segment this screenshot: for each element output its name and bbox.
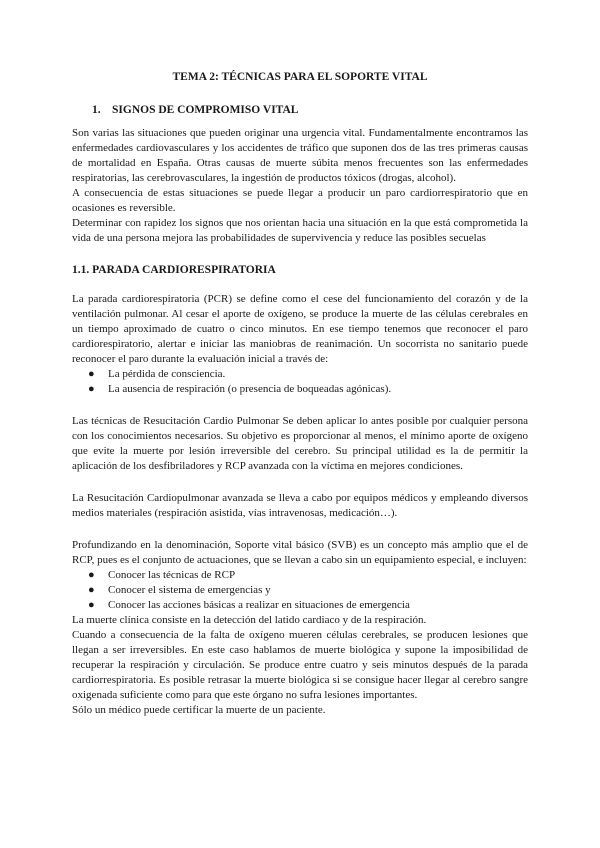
- rcp-techniques-paragraph: Las técnicas de Resucitación Cardio Pulmonar Se deben aplicar lo antes posible por cualquier persona con los conocimientos necesarios. Su objetivo es proporcionar al menos, el mínimo aporte de oxígeno que evite la muerte por lesión irreversible del cerebro. Su principal utilidad es la de permitir la aplicación de los desfibriladores y RCP avanzada con la víctima en mejores condiciones.: [72, 415, 528, 472]
- section-1-heading: [72, 103, 528, 118]
- document-title: TEMA 2: TÉCNICAS PARA EL SOPORTE VITAL: [172, 71, 428, 83]
- list-item: ● La pérdida de consciencia.: [88, 368, 226, 380]
- bullet-icon: ●: [88, 383, 95, 395]
- bullet-icon: ●: [88, 584, 95, 596]
- clinical-death-paragraph: La muerte clínica consiste en la detección del latido cardiaco y de la respiración.: [72, 614, 427, 626]
- section-1-paragraph: Determinar con rapidez los signos que nos orientan hacia una situación en la que está comprometida la vida de una persona mejora las probabilidades de supervivencia y reduce las posibles secuelas: [72, 217, 528, 244]
- document-body: [72, 70, 528, 718]
- section-1-paragraph: Son varias las situaciones que pueden originar una urgencia vital. Fundamentalmente encontramos las enfermedades cardiovasculares y los accidentes de tráfico que suponen dos de las tres primeras causas de mortalidad en España. Otras causas de muerte súbita menos frecuentes son las enfermedades respiratorias, las cerebrovasculares, la ingestión de productos tóxicos (drogas, alcohol).: [72, 127, 528, 184]
- list-item: ● Conocer el sistema de emergencias y: [88, 584, 271, 596]
- section-1-number: 1.: [92, 104, 101, 116]
- list-item: ● Conocer las acciones básicas a realizar en situaciones de emergencia: [88, 599, 410, 611]
- section-1-paragraph: A consecuencia de estas situaciones se puede llegar a producir un paro cardiorrespiratorio que en ocasiones es reversible.: [72, 187, 528, 214]
- bullet-icon: ●: [88, 569, 95, 581]
- rcp-advanced-paragraph: La Resucitación Cardiopulmonar avanzada se lleva a cabo por equipos médicos y empleando diversos medios materiales (respiración asistida, vías intravenosas, medicación…).: [72, 492, 528, 519]
- list-item: ● Conocer las técnicas de RCP: [88, 569, 236, 581]
- biological-death-paragraph: Cuando a consecuencia de la falta de oxígeno mueren células cerebrales, se producen lesiones que llegan a ser irreversibles. En este caso hablamos de muerte biológica y supone la imposibilidad de recuperar la respiración y circulación. Se produce entre cuatro y seis minutos después de la parada cardiorrespiratoria. Es posible retrasar la muerte biológica si se consigue hacer llegar al cerebro sangre oxigenada suficiente como para que este órgano no sufra lesiones importantes.: [72, 629, 528, 701]
- list-item: ● La ausencia de respiración (o presencia de boqueadas agónicas).: [88, 383, 392, 395]
- svb-paragraph: Profundizando en la denominación, Soporte vital básico (SVB) es un concepto más amplio que el de RCP, pues es el conjunto de actuaciones, que se llevan a cabo sin un equipamiento especial, e incluyen:: [72, 539, 528, 566]
- section-1-title: SIGNOS DE COMPROMISO VITAL: [112, 104, 299, 116]
- certification-paragraph: Sólo un médico puede certificar la muerte de un paciente.: [72, 704, 326, 716]
- section-1-1-heading: 1.1. PARADA CARDIORESPIRATORIA: [72, 264, 276, 276]
- pcr-definition-paragraph: La parada cardiorespiratoria (PCR) se define como el cese del funcionamiento del corazón y de la ventilación pulmonar. Al cesar el aporte de oxígeno, se produce la muerte de las células cerebrales en un tiempo aproximado de cuatro o cinco minutos. En ese tiempo tenemos que reconocer el paro cardiorespiratorio, alertar e iniciar las maniobras de reanimación. Un socorrista no sanitario puede reconocer el paro durante la evaluación inicial a través de:: [72, 293, 528, 365]
- pcr-signs-list: [72, 367, 528, 397]
- svb-list: [72, 568, 528, 613]
- bullet-icon: ●: [88, 599, 95, 611]
- bullet-icon: ●: [88, 368, 95, 380]
